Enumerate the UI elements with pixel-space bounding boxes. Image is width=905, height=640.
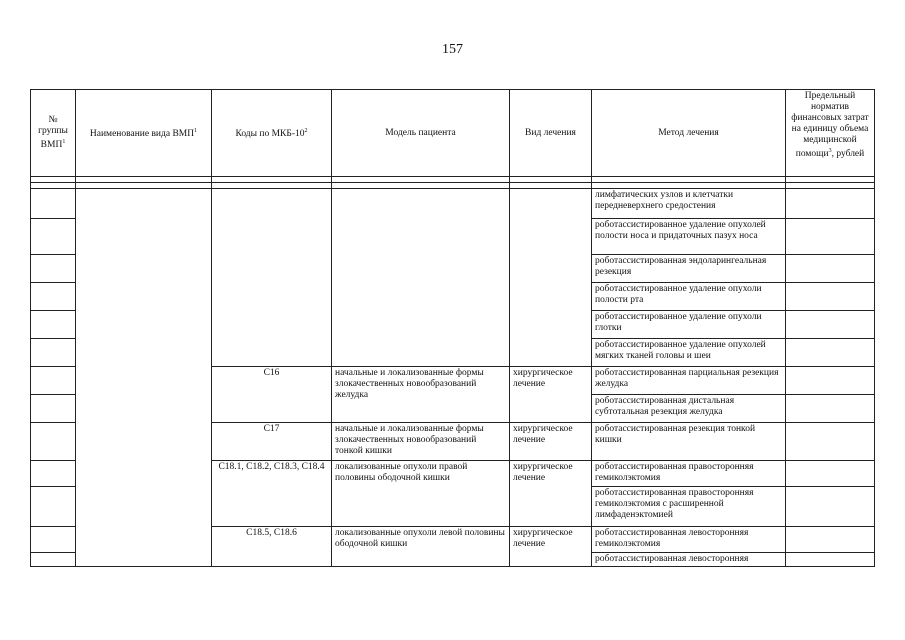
page-number: 157: [442, 42, 463, 57]
cost-cell: [786, 189, 875, 219]
method-cell: роботассистированная правосторонняя гемиколэктомия: [592, 461, 786, 487]
group-number-cell: [31, 339, 76, 367]
cost-cell: [786, 367, 875, 395]
header-cost-norm: Предельный норматив финансовых затрат на единицу объема медицинской помощи$^3$, рублей: [786, 90, 875, 177]
method-cell: роботассистированная левосторонняя: [592, 553, 786, 567]
header-treatment-method: Метод лечения: [592, 90, 786, 177]
method-cell: роботассистированное удаление опухолей полости носа и придаточных пазух носа: [592, 219, 786, 255]
group-number-cell: [31, 283, 76, 311]
method-cell: роботассистированная парциальная резекция желудка: [592, 367, 786, 395]
group-number-cell: [31, 395, 76, 423]
group-number-cell: [31, 255, 76, 283]
cost-cell: [786, 461, 875, 487]
cost-cell: [786, 423, 875, 461]
cost-cell: [786, 255, 875, 283]
vmp-name-cell: [76, 189, 212, 567]
method-cell: роботассистированная дистальная субтотальная резекция желудка: [592, 395, 786, 423]
treatment-type-cell: хирургическое лечение: [510, 367, 592, 423]
cost-cell: [786, 219, 875, 255]
cost-cell: [786, 395, 875, 423]
method-cell: роботассистированное удаление опухоли полости рта: [592, 283, 786, 311]
method-cell: роботассистированное удаление опухоли глотки: [592, 311, 786, 339]
cost-cell: [786, 311, 875, 339]
cost-cell: [786, 283, 875, 311]
treatment-type-cell: хирургическое лечение: [510, 527, 592, 567]
patient-model-cell: [332, 189, 510, 367]
icd-code-cell: C18.5, C18.6: [212, 527, 332, 567]
method-cell: лимфатических узлов и клетчатки передневерхнего средостения: [592, 189, 786, 219]
patient-model-cell: начальные и локализованные формы злокачественных новообразований желудка: [332, 367, 510, 423]
group-number-cell: [31, 487, 76, 527]
patient-model-cell: начальные и локализованные формы злокачественных новообразований тонкой кишки: [332, 423, 510, 461]
patient-model-cell: локализованные опухоли левой половины ободочной кишки: [332, 527, 510, 567]
treatment-type-cell: хирургическое лечение: [510, 461, 592, 527]
icd-code-cell: C18.1, C18.2, C18.3, C18.4: [212, 461, 332, 527]
header-vmp-name: Наименование вида ВМП$^1$: [76, 90, 212, 177]
cost-cell: [786, 339, 875, 367]
group-number-cell: [31, 219, 76, 255]
icd-code-cell: [212, 189, 332, 367]
group-number-cell: [31, 553, 76, 567]
method-cell: роботассистированная резекция тонкой кишки: [592, 423, 786, 461]
group-number-cell: [31, 423, 76, 461]
cost-cell: [786, 527, 875, 553]
header-row: [31, 90, 875, 177]
treatment-type-cell: [510, 189, 592, 367]
group-number-cell: [31, 461, 76, 487]
method-cell: роботассистированное удаление опухолей мягких тканей головы и шеи: [592, 339, 786, 367]
group-number-cell: [31, 527, 76, 553]
patient-model-cell: локализованные опухоли правой половины ободочной кишки: [332, 461, 510, 527]
icd-code-cell: C16: [212, 367, 332, 423]
method-cell: роботассистированная правосторонняя гемиколэктомия с расширенной лимфаденэктомией: [592, 487, 786, 527]
header-group-number: № группы ВМП$^1$: [31, 90, 76, 177]
header-treatment-type: Вид лечения: [510, 90, 592, 177]
group-number-cell: [31, 367, 76, 395]
method-cell: роботассистированная левосторонняя гемиколэктомия: [592, 527, 786, 553]
treatment-type-cell: хирургическое лечение: [510, 423, 592, 461]
cost-cell: [786, 553, 875, 567]
table-row: [31, 189, 875, 219]
cost-cell: [786, 487, 875, 527]
group-number-cell: [31, 189, 76, 219]
header-patient-model: Модель пациента: [332, 90, 510, 177]
group-number-cell: [31, 311, 76, 339]
vmp-table: [30, 89, 875, 567]
method-cell: роботассистированная эндоларингеальная резекция: [592, 255, 786, 283]
header-icd-codes: Коды по МКБ-$10^2$: [212, 90, 332, 177]
icd-code-cell: C17: [212, 423, 332, 461]
